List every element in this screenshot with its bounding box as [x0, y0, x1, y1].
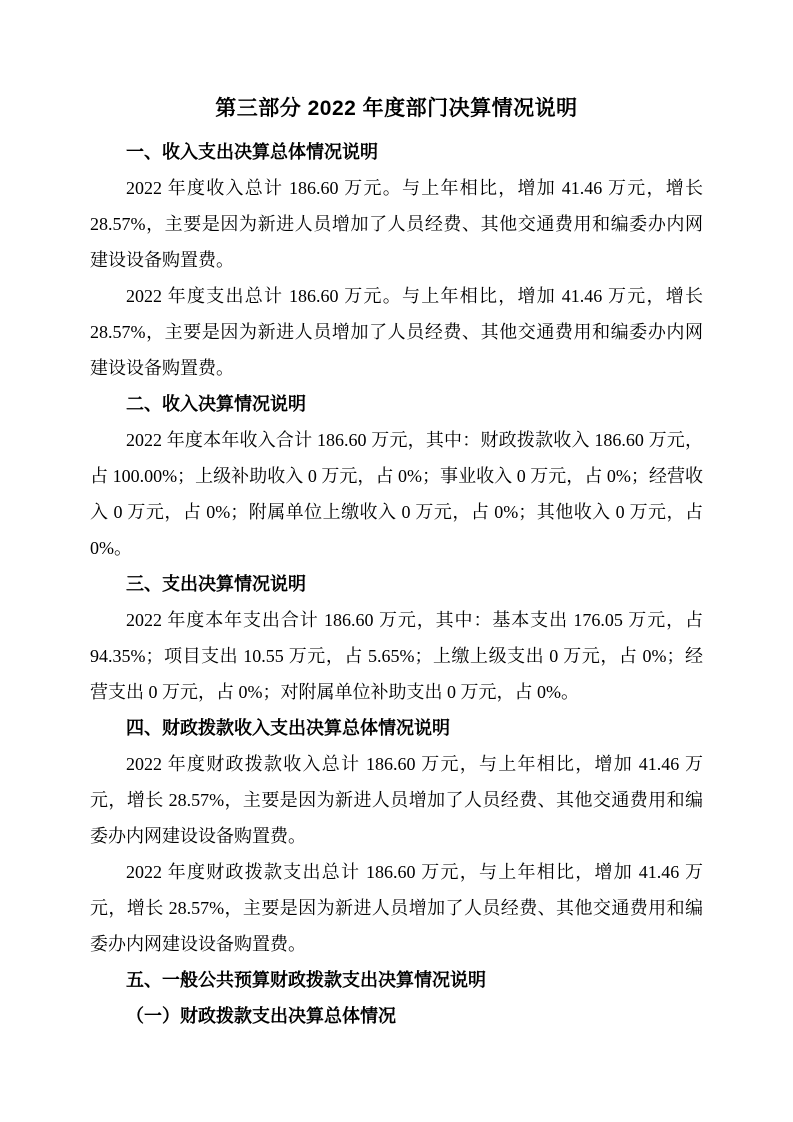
paragraph: 2022 年度支出总计 186.60 万元。与上年相比，增加 41.46 万元，增长 28.57%，主要是因为新进人员增加了人员经费、其他交通费用和编委办内网建设设备购置费。 — [90, 286, 703, 378]
section-income-statement — [90, 386, 703, 566]
section-income-expense-overview — [90, 134, 703, 386]
section-heading: 四、财政拨款收入支出决算总体情况说明 — [126, 718, 450, 738]
section-heading: 五、一般公共预算财政拨款支出决算情况说明 — [126, 970, 486, 990]
section-expense-statement — [90, 566, 703, 710]
section-fiscal-appropriation-overview — [90, 710, 703, 962]
section-heading: 二、收入决算情况说明 — [126, 394, 306, 414]
subsection-heading: （一）财政拨款支出决算总体情况 — [126, 1006, 396, 1026]
document-title: 第三部分 2022 年度部门决算情况说明 — [215, 97, 578, 120]
section-heading: 一、收入支出决算总体情况说明 — [126, 142, 378, 162]
section-heading: 三、支出决算情况说明 — [126, 574, 306, 594]
paragraph: 2022 年度本年收入合计 186.60 万元，其中：财政拨款收入 186.60 万元，占 100.00%；上级补助收入 0 万元，占 0%；事业收入 0 万元，占 0%；经营收入 0 万元，占 0%；附属单位上缴收入 0 万元，占 0%；其他收入 0 万元，占 0%。 — [90, 430, 703, 558]
paragraph: 2022 年度收入总计 186.60 万元。与上年相比，增加 41.46 万元，增长 28.57%，主要是因为新进人员增加了人员经费、其他交通费用和编委办内网建设设备购置费。 — [90, 178, 703, 270]
paragraph: 2022 年度财政拨款支出总计 186.60 万元，与上年相比，增加 41.46 万元，增长 28.57%，主要是因为新进人员增加了人员经费、其他交通费用和编委办内网建设设备购置费。 — [90, 862, 703, 954]
section-public-budget-expense — [90, 962, 703, 1034]
paragraph: 2022 年度财政拨款收入总计 186.60 万元，与上年相比，增加 41.46 万元，增长 28.57%，主要是因为新进人员增加了人员经费、其他交通费用和编委办内网建设设备购置费。 — [90, 754, 703, 846]
paragraph: 2022 年度本年支出合计 186.60 万元，其中：基本支出 176.05 万元，占 94.35%；项目支出 10.55 万元，占 5.65%；上缴上级支出 0 万元，占 0%；经营支出 0 万元，占 0%；对附属单位补助支出 0 万元，占 0%。 — [90, 610, 703, 702]
